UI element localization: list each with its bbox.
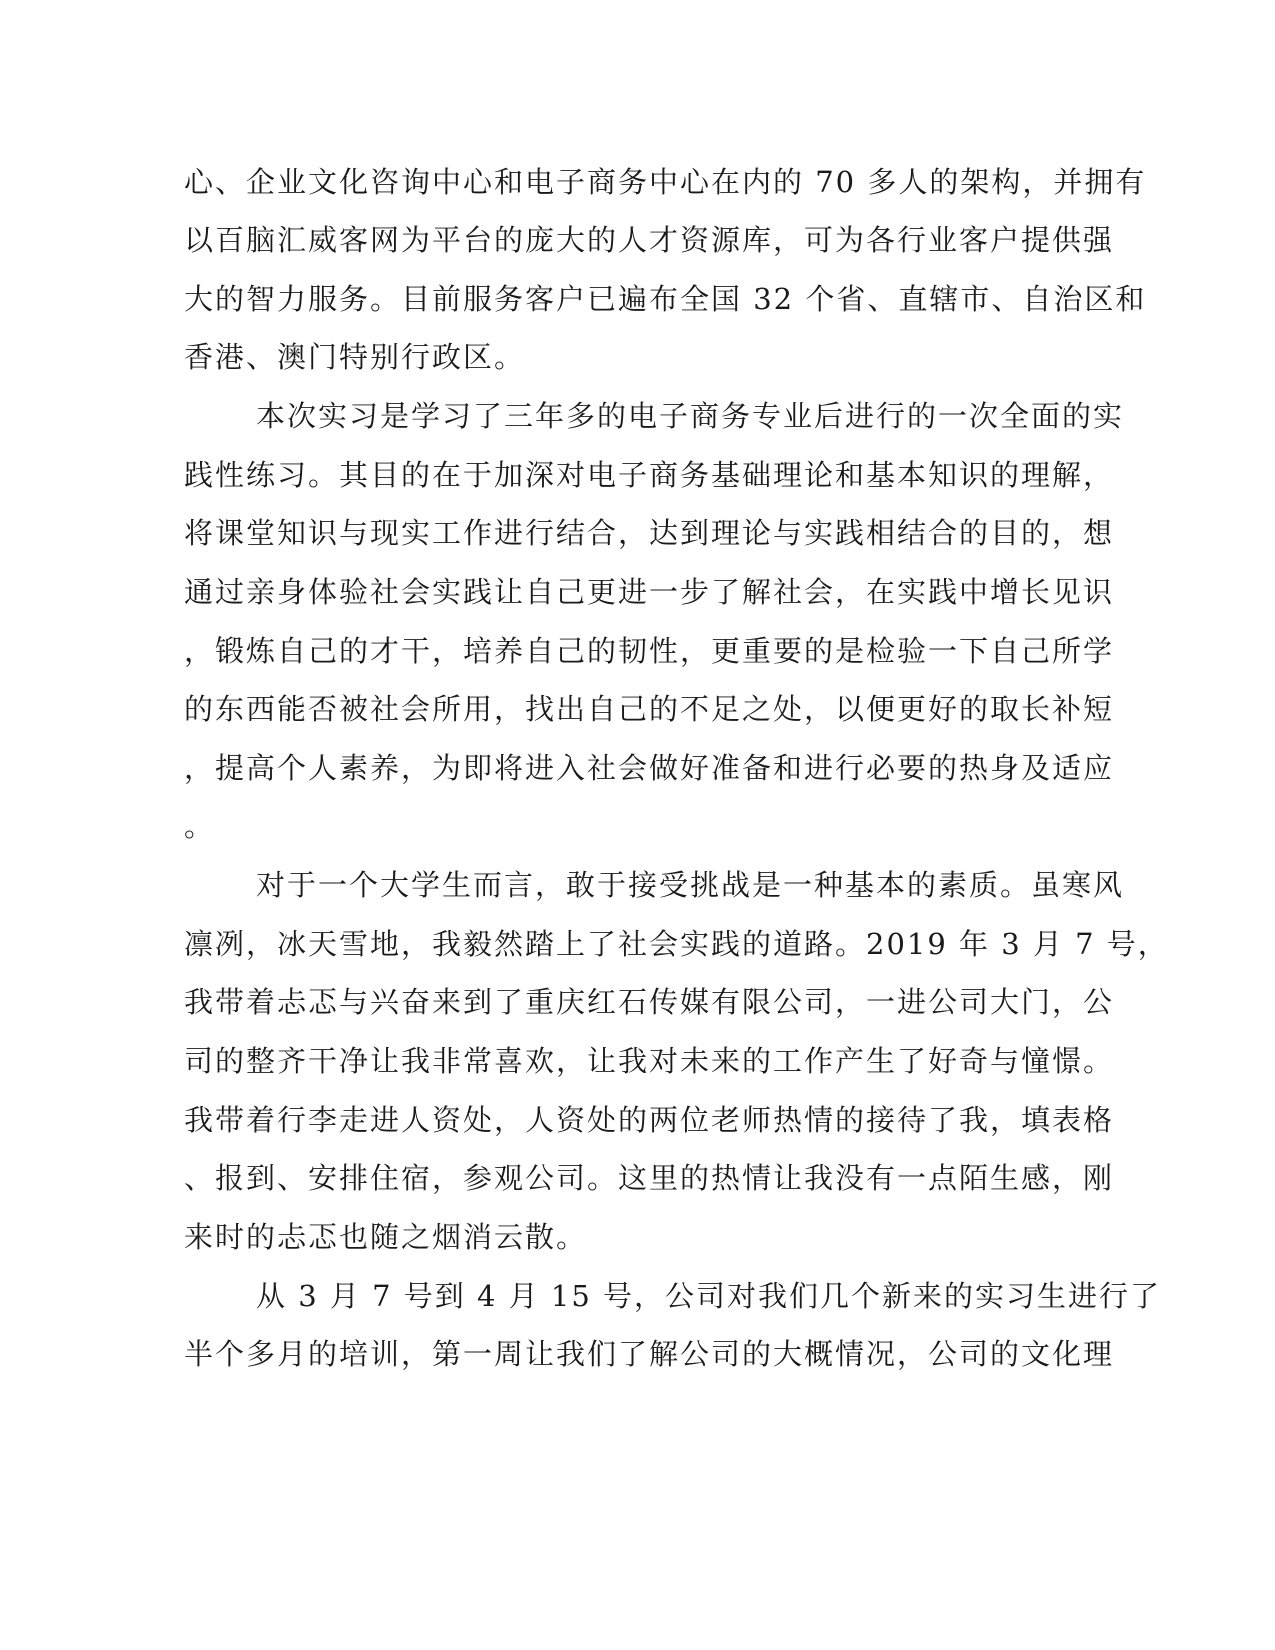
paragraph-first-line: 对于一个大学生而言，敢于接受挑战是一种基本的素质。虽寒风: [256, 868, 1125, 902]
text-line: 香港、澳门特别行政区。: [184, 340, 526, 374]
text-line: 。: [184, 809, 216, 843]
text-line: ，锻炼自己的才干，培养自己的韧性，更重要的是检验一下自己所学: [184, 634, 1115, 668]
text-line: 我带着行李走进人资处，人资处的两位老师热情的接待了我，填表格: [184, 1103, 1115, 1137]
text-line: 凛冽，冰天雪地，我毅然踏上了社会实践的道路。2019 年 3 月 7 号，: [184, 927, 1169, 961]
text-line: 的东西能否被社会所用，找出自己的不足之处，以便更好的取长补短: [184, 692, 1115, 726]
text-line: ，提高个人素养，为即将进入社会做好准备和进行必要的热身及适应: [184, 751, 1115, 785]
text-line: 来时的忐忑也随之烟消云散。: [184, 1220, 588, 1254]
text-line: 践性练习。其目的在于加深对电子商务基础理论和基本知识的理解，: [184, 458, 1115, 492]
text-line: 以百脑汇威客网为平台的庞大的人才资源库，可为各行业客户提供强: [184, 223, 1115, 257]
text-line: 通过亲身体验社会实践让自己更进一步了解社会，在实践中增长见识: [184, 575, 1115, 609]
paragraph-first-line: 本次实习是学习了三年多的电子商务专业后进行的一次全面的实: [256, 399, 1125, 433]
text-line: 将课堂知识与现实工作进行结合，达到理论与实践相结合的目的，想: [184, 516, 1115, 550]
text-line: 心、企业文化咨询中心和电子商务中心在内的 70 多人的架构，并拥有: [184, 165, 1147, 199]
text-line: 司的整齐干净让我非常喜欢，让我对未来的工作产生了好奇与憧憬。: [184, 1044, 1115, 1078]
paragraph-first-line: 从 3 月 7 号到 4 月 15 号，公司对我们几个新来的实习生进行了: [256, 1279, 1162, 1313]
text-line: 半个多月的培训，第一周让我们了解公司的大概情况，公司的文化理: [184, 1337, 1115, 1371]
text-line: 大的智力服务。目前服务客户已遍布全国 32 个省、直辖市、自治区和: [184, 282, 1147, 316]
text-line: 、报到、安排住宿，参观公司。这里的热情让我没有一点陌生感，刚: [184, 1161, 1115, 1195]
text-line: 我带着忐忑与兴奋来到了重庆红石传媒有限公司，一进公司大门，公: [184, 985, 1115, 1019]
